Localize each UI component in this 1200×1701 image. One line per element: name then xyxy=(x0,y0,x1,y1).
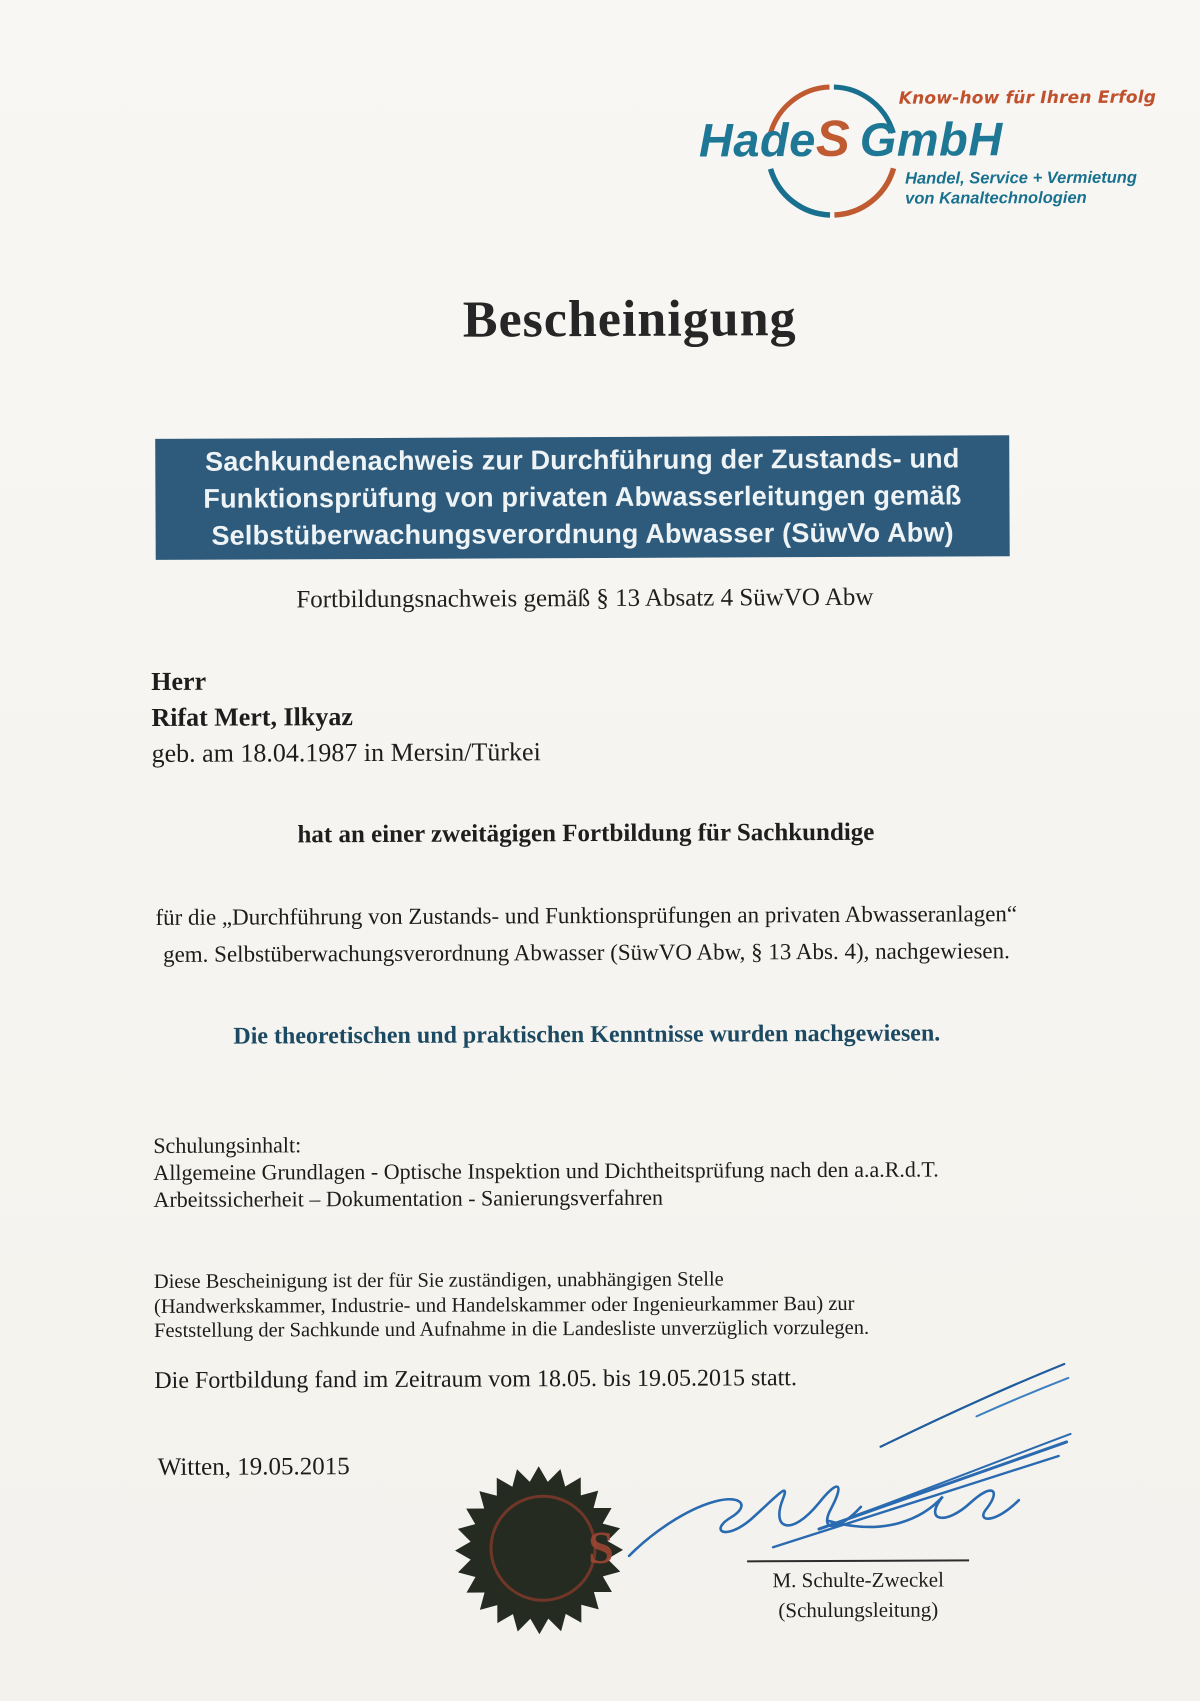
course-line: hat an einer zweitägigen Fortbildung für Sachkundige xyxy=(297,818,875,849)
logo-subtitle-line2: von Kanaltechnologien xyxy=(905,188,1087,208)
recipient-name: Rifat Mert, Ilkyaz xyxy=(151,702,353,732)
company-seal-icon xyxy=(451,1462,628,1639)
subtitle-line: Fortbildungsnachweis gemäß § 13 Absatz 4 SüwVO Abw xyxy=(296,583,874,614)
recipient-salutation: Herr xyxy=(151,666,207,696)
notice-line3: Feststellung der Sachkunde und Aufnahme in die Landesliste unverzüglich vorzulegen. xyxy=(154,1316,870,1342)
recipient-birth-line: geb. am 18.04.1987 in Mersin/Türkei xyxy=(151,737,541,768)
signatory-role: (Schulungsleitung) xyxy=(778,1597,939,1623)
notice-line2: (Handwerkskammer, Industrie- und Handelskammer oder Ingenieurkammer Bau) zur xyxy=(153,1292,855,1318)
training-content-block xyxy=(153,1129,939,1213)
training-line2: Arbeitssicherheit – Dokumentation - Sanierungsverfahren xyxy=(153,1184,664,1212)
company-logo xyxy=(687,76,1157,228)
logo-wordmark xyxy=(698,109,1003,168)
logo-subtitle xyxy=(905,168,1137,209)
logo-wordmark-accent: S xyxy=(815,109,851,168)
page-title: Bescheinigung xyxy=(462,290,797,349)
logo-tagline: Know-how für Ihren Erfolg xyxy=(898,87,1157,109)
logo-wordmark-suffix: GmbH xyxy=(859,112,1003,166)
statement-line: Die theoretischen und praktischen Kenntnisse wurden nachgewiesen. xyxy=(233,1020,941,1050)
training-line1: Allgemeine Grundlagen - Optische Inspektion und Dichtheitsprüfung nach den a.a.R.d.T. xyxy=(153,1156,939,1185)
notice-block xyxy=(154,1267,869,1344)
recipient-block xyxy=(151,662,541,772)
banner-line3: Selbstüberwachungsverordnung Abwasser (SüwVo Abw) xyxy=(211,517,954,551)
training-label: Schulungsinhalt: xyxy=(153,1132,302,1158)
notice-line1: Diese Bescheinigung ist der für Sie zuständigen, unabhängigen Stelle xyxy=(153,1268,724,1293)
description-paragraph xyxy=(0,895,1172,974)
logo-subtitle-line1: Handel, Service + Vermietung xyxy=(905,168,1137,188)
logo-wordmark-part: Hade xyxy=(698,113,816,167)
banner-line2: Funktionsprüfung von privaten Abwasserleitungen gemäß xyxy=(203,480,962,514)
signatory-name: M. Schulte-Zweckel xyxy=(772,1567,944,1593)
description-line2: gem. Selbstüberwachungsverordnung Abwasser (SüwVO Abw, § 13 Abs. 4), nachgewiesen. xyxy=(162,938,1010,967)
period-line: Die Fortbildung fand im Zeitraum vom 18.05. bis 19.05.2015 statt. xyxy=(154,1365,797,1394)
signature-scribble xyxy=(622,1350,1083,1567)
place-date: Witten, 19.05.2015 xyxy=(157,1453,350,1481)
banner-line1: Sachkundenachweis zur Durchführung der Zustands- und xyxy=(205,443,960,477)
seal-letter: S xyxy=(588,1521,614,1574)
signatory-block xyxy=(727,1564,989,1625)
title-banner xyxy=(156,436,1009,559)
description-line1: für die „Durchführung von Zustands- und Funktionsprüfungen an privaten Abwasseranlagen“ xyxy=(155,901,1018,930)
